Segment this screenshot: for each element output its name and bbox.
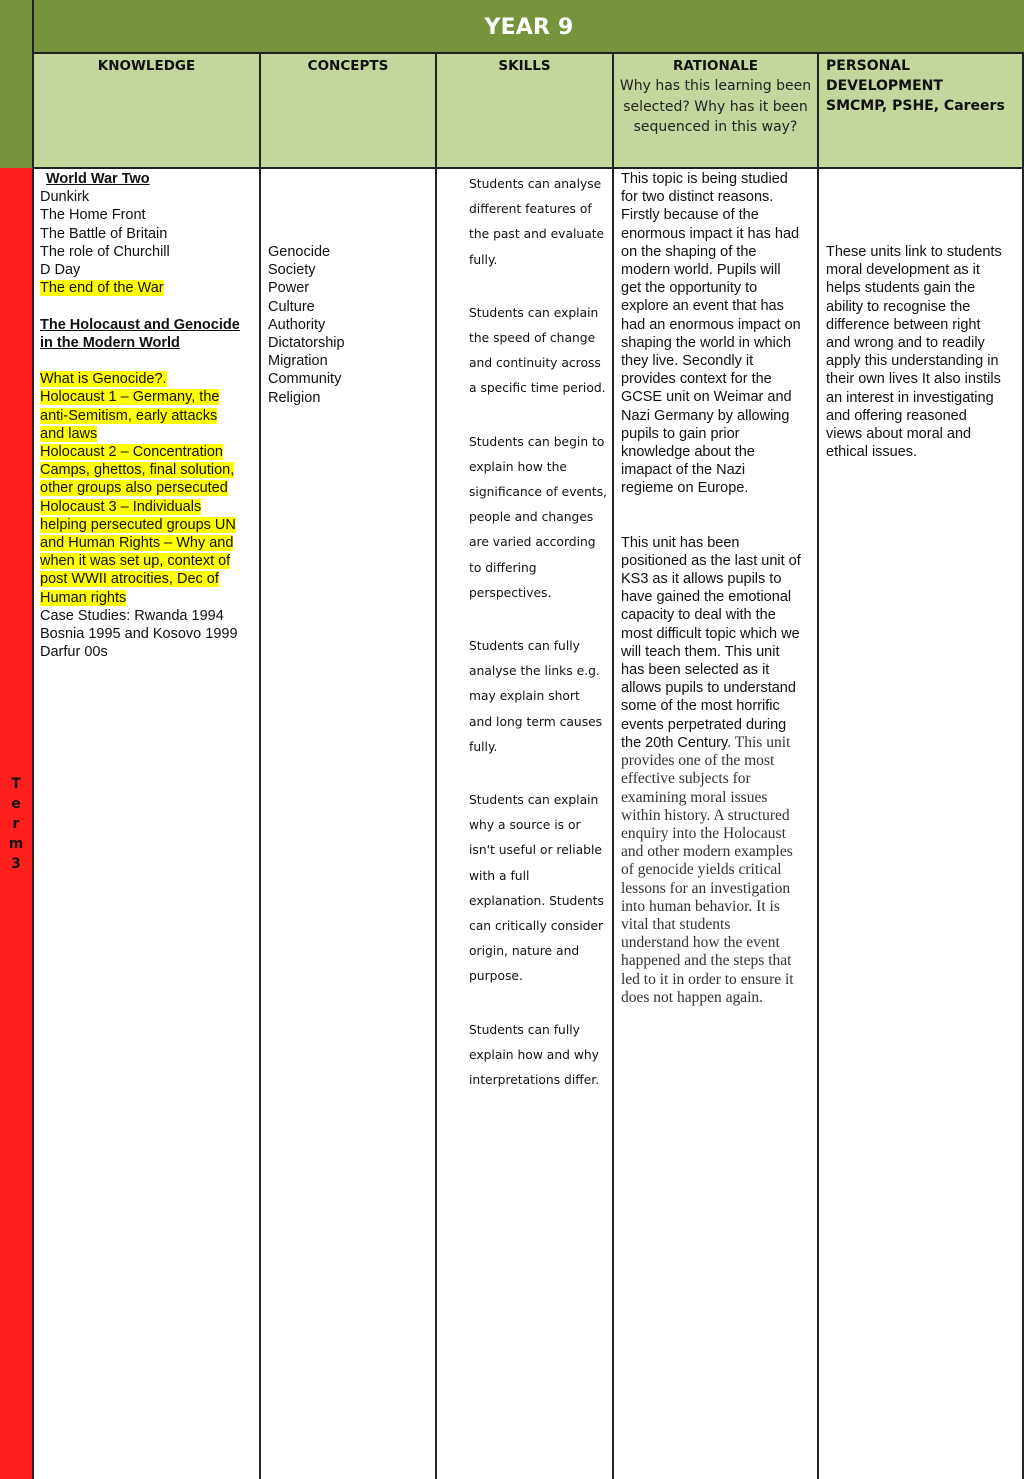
skill-paragraph [469,430,609,606]
case-study-line: Bosnia 1995 and Kosovo 1999 [40,626,238,643]
rationale-line: imapact of the Nazi [621,462,746,479]
skill-line: may explain short [469,689,580,704]
rationale-content [621,170,813,1007]
pd-line: and wrong and to readily [826,335,985,352]
rationale-line: This topic is being studied [621,171,788,187]
rationale-serif-line: provides one of the most [621,752,775,770]
highlighted-line [40,443,256,461]
ww2-item: D Day [40,262,81,279]
rationale-serif-line: happened and the steps that [621,952,792,970]
rationale-line: knowledge about the [621,444,755,461]
rationale-line: events perpetrated during [621,716,787,733]
ww2-item: Dunkirk [40,189,90,206]
term-label [0,774,32,874]
skill-paragraph [469,172,609,273]
header-pd-sub: SMCMP, PSHE, Careers [826,98,1005,114]
rationale-serif-line: of genocide yields critical [621,861,782,879]
rationale-line: for two distinct reasons. [621,189,774,206]
header-knowledge-label: KNOWLEDGE [97,58,196,74]
skill-line: to differing [469,560,537,575]
skill-line: the past and evaluate [469,227,605,242]
skill-line: Students can analyse [469,177,602,191]
skill-line: are varied according [469,535,596,550]
highlighted-line-text: Holocaust 2 – Concentration [40,444,223,461]
highlighted-line [40,534,256,552]
rationale-serif-line: does not happen again. [621,988,764,1006]
skill-line: can critically consider [469,919,604,934]
concept-item: Dictatorship [268,335,345,352]
rationale-line: positioned as the last unit of [621,552,801,569]
header-rationale-sub-1: Why has this learning been [619,78,812,94]
rationale-line: regieme on Europe. [621,480,749,497]
ww2-item: The Battle of Britain [40,225,168,242]
skill-line: why a source is or [469,818,581,833]
ww2-highlight-item: The end of the War [40,280,164,297]
highlighted-topics [40,370,256,607]
skill-line: origin, nature and [469,944,580,959]
rationale-line: provides context for the [621,371,772,388]
rationale-line: allows pupils to understand [621,680,796,697]
skill-line: explain how the [469,459,567,474]
concept-item: Power [268,280,310,297]
rationale-line: KS3 as it allows pupils to [621,571,782,588]
pd-line: difference between right [826,316,981,333]
header-concepts-label: CONCEPTS [307,58,389,74]
pd-line: moral development as it [826,262,980,279]
skill-paragraph [469,788,609,990]
ww2-item: The role of Churchill [40,243,170,260]
highlighted-line [40,498,256,516]
skill-line: the speed of change [469,331,596,346]
highlighted-line [40,552,256,570]
pd-line: and offering reasoned [826,407,967,424]
header-pd-label: PERSONAL DEVELOPMENT [826,58,943,94]
pd-line: their own lives It also instils [826,371,1001,388]
term-letter: 3 [11,856,21,872]
skill-line: analyse the links e.g. [469,664,600,679]
side-strip-header [0,0,34,168]
rationale-line: they live. Secondly it [621,353,754,370]
highlighted-line [40,479,256,497]
rationale-line: Nazi Germany by allowing [621,407,790,424]
rationale-line: on the shaping of the [621,243,757,260]
header-knowledge [34,54,261,169]
highlighted-line-text: post WWII atrocities, Dec of [40,571,219,588]
highlighted-line-text: What is Genocide?. [40,371,167,388]
skill-line: fully. [469,252,498,267]
skill-line: and long term causes [469,714,603,729]
term-letter: r [12,816,20,832]
highlighted-line-text: Holocaust 3 – Individuals [40,498,202,515]
case-study-line: Case Studies: Rwanda 1994 [40,607,224,624]
skill-line: with a full [469,868,530,883]
rationale-serif-line: effective subjects for [621,770,751,788]
header-skills-label: SKILLS [498,58,551,74]
concept-item: Society [268,262,316,279]
rationale-line: capacity to deal with the [621,607,776,624]
skill-line: perspectives. [469,585,552,600]
rationale-serif-line: understand how the event [621,934,780,952]
concept-item: Genocide [268,244,331,260]
header-rationale [614,54,819,169]
highlighted-line-text: Camps, ghettos, final solution, [40,462,235,479]
highlighted-line-text: Holocaust 1 – Germany, the [40,389,220,406]
concept-item: Authority [268,316,326,333]
rationale-mixed-line [621,734,813,752]
rationale-serif-line: within history. A structured [621,806,790,824]
personal-development-content [826,243,1018,461]
rationale-serif-line: lessons for an investigation [621,879,791,897]
highlighted-line-text: and laws [40,425,98,442]
highlighted-line-text: anti-Semitism, early attacks [40,407,218,424]
rationale-line: have gained the emotional [621,589,792,606]
pd-line: views about moral and [826,426,972,443]
highlighted-line [40,516,256,534]
skill-line: Students can explain [469,305,599,320]
header-personal-development [819,54,1024,169]
rationale-line: GCSE unit on Weimar and [621,389,792,406]
skill-line: and continuity across [469,356,601,371]
skill-line: isn't useful or reliable [469,843,602,858]
highlighted-line [40,425,256,443]
rationale-mixed-sans: the 20th Century. [621,734,732,751]
skill-line: purpose. [469,969,523,984]
pd-line: an interest in investigating [826,389,994,406]
concept-item: Culture [268,298,315,315]
highlighted-line [40,388,256,406]
skill-line: Students can begin to [469,434,605,449]
rationale-serif-line: enquiry into the Holocaust [621,824,786,842]
rationale-line: shaping the world in which [621,334,792,351]
skills-list [469,172,609,1121]
case-study-line: Darfur 00s [40,644,108,661]
rationale-line: explore an event that has [621,298,784,315]
skill-line: Students can fully [469,639,580,654]
rationale-paragraph-2 [621,534,813,734]
pd-line: ethical issues. [826,444,918,461]
pd-line: helps students gain the [826,280,976,297]
rationale-line: most difficult topic which we [621,625,800,642]
pd-line: ability to recognise the [826,298,971,315]
header-rationale-sub-3: sequenced in this way? [633,119,798,135]
skill-line: fully. [469,739,498,754]
rationale-line: enormous impact it has had [621,225,800,242]
skill-line: explanation. Students [469,893,604,908]
highlighted-line [40,570,256,588]
rationale-line: has been selected as it [621,662,770,679]
header-rationale-sub-2: selected? Why has it been [623,98,808,115]
pd-line: apply this understanding in [826,353,999,370]
term-letter: T [11,776,21,792]
highlighted-line [40,589,256,607]
rationale-line: some of the most horrific [621,698,780,715]
skill-line: different features of [469,202,592,217]
rationale-serif-line: into human behavior. It is [621,897,780,915]
ww2-heading: World War Two [46,171,150,187]
skill-line: a specific time period. [469,381,606,396]
header-skills [437,54,614,169]
holocaust-heading-2: in the Modern World [40,334,180,351]
concepts-list [268,243,345,407]
header-rationale-label: RATIONALE [672,58,759,74]
highlighted-line-text: Human rights [40,589,127,606]
skill-line: interpretations differ. [469,1073,600,1088]
concept-item: Religion [268,389,321,406]
skill-line: significance of events, [469,485,608,500]
rationale-line: This unit has been [621,534,740,551]
rationale-mixed-serif: This unit [731,733,791,751]
rationale-line: modern world. Pupils will [621,262,781,279]
highlighted-line-text: other groups also persecuted [40,480,228,497]
rationale-paragraph-1 [621,170,813,498]
rationale-line: had an enormous impact on [621,316,801,333]
term-letter: e [11,796,21,812]
knowledge-content [40,170,256,661]
holocaust-heading-1: The Holocaust and Genocide [40,316,240,333]
skill-paragraph [469,1018,609,1094]
skill-line: Students can explain [469,793,599,808]
highlighted-line [40,407,256,425]
header-concepts [261,54,437,169]
concept-item: Migration [268,353,328,370]
rationale-line: Firstly because of the [621,207,759,224]
skill-line: explain how and why [469,1047,599,1062]
highlighted-line-text: and Human Rights – Why and [40,535,234,552]
rationale-serif-line: vital that students [621,915,731,933]
skill-line: people and changes [469,510,594,525]
rationale-line: pupils to gain prior [621,425,740,442]
skill-paragraph [469,634,609,760]
highlighted-line [40,461,256,479]
rationale-serif-line: and other modern examples [621,843,793,861]
term-letter: m [8,836,24,852]
page-title: YEAR 9 [34,0,1024,54]
rationale-line: will teach them. This unit [621,643,780,660]
rationale-serif-line: examining moral issues [621,788,768,806]
ww2-item: The Home Front [40,207,146,224]
skill-line: Students can fully [469,1022,580,1037]
rationale-paragraph-serif [621,752,813,1007]
highlighted-line [40,370,256,388]
skill-paragraph [469,301,609,402]
highlighted-line-text: when it was set up, context of [40,553,231,570]
concept-item: Community [268,371,342,388]
highlighted-line-text: helping persecuted groups UN [40,516,236,533]
pd-line: These units link to students [826,244,1002,260]
rationale-serif-line: led to it in order to ensure it [621,970,794,988]
rationale-line: get the opportunity to [621,280,758,297]
